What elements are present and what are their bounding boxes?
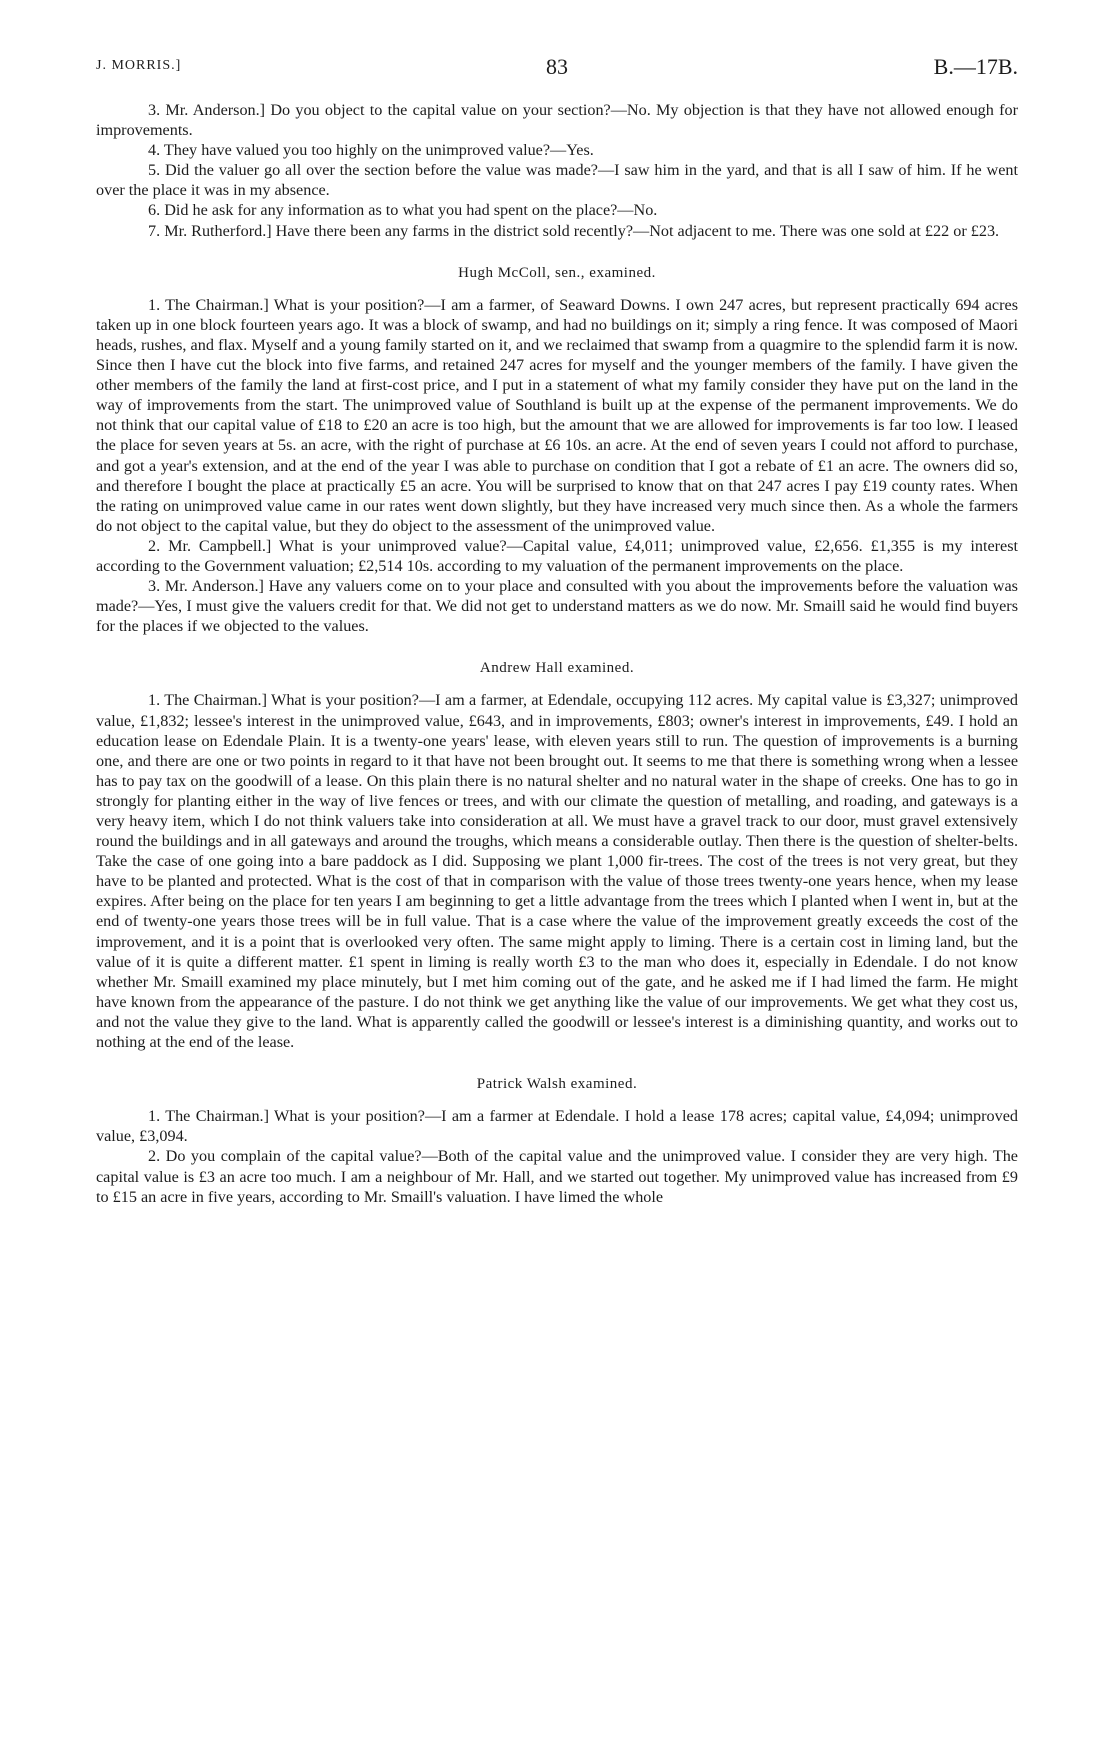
section-paragraph: 1. The Chairman.] What is your position?—I am a farmer at Edendale. I hold a lease 178 acres; capital value, £4,094; unimproved value, £3,094. [96, 1107, 1018, 1146]
section-title: Patrick Walsh examined. [476, 1076, 638, 1093]
page-number: 83 [546, 54, 568, 79]
section-title: Hugh McColl, sen., examined. [458, 264, 656, 281]
intro-paragraph: 4. They have valued you too highly on the unimproved value?—Yes. [148, 141, 594, 160]
page-header [96, 54, 1018, 84]
section-paragraph: 3. Mr. Anderson.] Have any valuers come on to your place and consulted with you about the improvements before the valuation was made?—Yes, I must give the valuers credit for that. We did not get to understand matters as we do now. Mr. Smaill said he would find buyers for the places if we objected to the values. [96, 577, 1018, 636]
intro-paragraph: 7. Mr. Rutherford.] Have there been any farms in the district sold recently?—Not adjacent to me. There was one sold at £22 or £23. [148, 221, 1000, 240]
section-paragraph: 2. Do you complain of the capital value?—Both of the capital value and the unimproved value. I consider they are very high. The capital value is £3 an acre too much. I am a neighbour of Mr. Hall, and we started out together. My unimproved value has increased from £9 to £15 an acre in five years, according to Mr. Smaill's valuation. I have limed the whole [96, 1147, 1018, 1206]
header-right: B.—17B. [933, 54, 1018, 79]
intro-paragraph: 3. Mr. Anderson.] Do you object to the capital value on your section?—No. My objection is that they have not allowed enough for improvements. [96, 101, 1018, 140]
section-title: Andrew Hall examined. [479, 660, 635, 677]
intro-paragraph: 6. Did he ask for any information as to what you had spent on the place?—No. [148, 201, 658, 220]
intro-paragraph: 5. Did the valuer go all over the section before the value was made?—I saw him in the yard, and that is all I saw of him. If he went over the place it was in my absence. [96, 161, 1018, 200]
section-paragraph: 1. The Chairman.] What is your position?—I am a farmer, of Seaward Downs. I own 247 acres, but represent practically 694 acres taken up in one block fourteen years ago. It was a block of swamp, and had no buildings on it; simply a ring fence. It was composed of Maori heads, rushes, and flax. Myself and a young family started on it, and we reclaimed that swamp from a quagmire to the splendid farm it is now. Since then I have cut the block into five farms, and retained 247 acres for myself and the younger members of the family. I have given the other members of the family the land at first-cost price, and I put in a statement of what my family consider they have put on the land in the way of improvements from the start. The unimproved value of Southland is built up at the expense of the permanent improvements. We do not think that our capital value of £18 to £20 an acre is too high, but the amount that we are allowed for improvements is far too low. I leased the place for seven years at 5s. an acre, with the right of purchase at £6 10s. an acre. At the end of seven years I could not afford to purchase, and got a year's extension, and at the end of the year I was able to purchase on condition that I got a rebate of £1 an acre. The owners did so, and therefore I bought the place at practically £5 an acre. You will be surprised to know that on that 247 acres I pay £19 county rates. When the rating on unimproved value came in our rates went down slightly, but they have increased very much since then. As a whole the farmers do not object to the capital value, but they do object to the assessment of the unimproved value. [96, 295, 1018, 535]
section-paragraph: 1. The Chairman.] What is your position?—I am a farmer, at Edendale, occupying 112 acres. My capital value is £3,327; unimproved value, £1,832; lessee's interest in the unimproved value, £643, and in improvements, £803; owner's interest in improvements, £49. I hold an education lease on Edendale Plain. It is a twenty-one years' lease, with eleven years still to run. The question of improvements is a burning one, and there are one or two points in regard to it that have not been brought out. It seems to me that there is something wrong when a lessee has to pay tax on the goodwill of a lease. On this plain there is no natural shelter and no natural water in the shape of creeks. One has to go in strongly for planting either in the way of live fences or trees, and with our climate the question of metalling, and roading, and gateways is a very heavy item, which I do not think valuers take into consideration at all. We must have a gravel track to our door, must gravel extensively round the buildings and in all gateways and around the troughs, which means a considerable outlay. Then there is the question of shelter-belts. Take the case of one going into a bare paddock as I did. Supposing we plant 1,000 fir-trees. The cost of the trees is not very great, but they have to be planted and protected. What is the cost of that in comparison with the value of those trees twenty-one years hence, when my lease expires. After being on the place for ten years I am beginning to get a little advantage from the trees which I planted when I went in, but at the end of twenty-one years those trees will be in full value. That is a case where the value of the improvement greatly exceeds the cost of the improvement, and it is a point that is overlooked very often. The same might apply to liming. There is a certain cost in liming land, but the value of it is quite a different matter. £1 spent in liming is really worth £3 to the man who does it, especially in Edendale. I do not know whether Mr. Smaill examined my place minutely, but I met him coming out of the gate, and he asked me if I had limed the farm. He might have known from the appearance of the pasture. I do not think we get anything like the value of our improvements. We get what they cost us, and not the value they give to the land. What is apparently called the goodwill or lessee's interest is a diminishing quantity, and works out to nothing at the end of the lease. [96, 691, 1018, 1052]
document-body [96, 100, 1018, 1207]
section-paragraph: 2. Mr. Campbell.] What is your unimproved value?—Capital value, £4,011; unimproved value, £2,656. £1,355 is my interest according to the Government valuation; £2,514 10s. according to my valuation of the permanent improvements on the place. [96, 536, 1018, 575]
header-left: J. MORRIS.] [96, 58, 182, 73]
